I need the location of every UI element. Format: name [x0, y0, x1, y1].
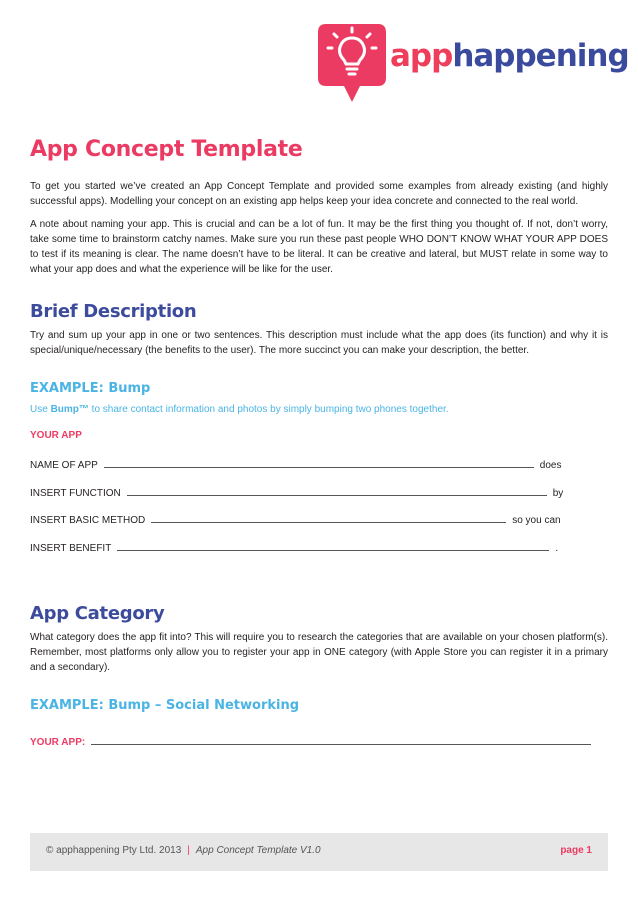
field-category-your-app[interactable] — [30, 735, 597, 748]
page-footer — [30, 833, 608, 871]
footer-left — [46, 845, 321, 856]
lightbulb-icon — [318, 24, 386, 104]
page-title: App Concept Template — [30, 137, 303, 162]
brief-example-heading: EXAMPLE: Bump — [30, 381, 151, 396]
footer-separator: | — [187, 845, 190, 856]
benefit-input[interactable] — [117, 541, 549, 551]
example-bold: Bump™ — [50, 404, 89, 415]
section-heading-category: App Category — [30, 603, 165, 624]
category-your-app-label: YOUR APP: — [30, 737, 86, 748]
example-post: to share contact information and photos by simply bumping two phones together. — [88, 404, 449, 415]
brief-example-text — [30, 404, 449, 415]
field-insert-benefit[interactable] — [30, 541, 558, 554]
footer-copyright: © apphappening Pty Ltd. 2013 — [46, 845, 182, 856]
category-example-heading: EXAMPLE: Bump – Social Networking — [30, 698, 300, 713]
field-label: NAME OF APP — [30, 460, 98, 471]
field-suffix: by — [552, 488, 564, 499]
brand-name-app: app — [390, 38, 453, 74]
footer-page-number: page 1 — [560, 845, 592, 856]
your-app-label: YOUR APP — [30, 430, 82, 441]
field-suffix: . — [555, 543, 559, 554]
field-insert-function[interactable] — [30, 486, 563, 499]
field-label: INSERT FUNCTION — [30, 488, 121, 499]
name-of-app-input[interactable] — [104, 458, 534, 468]
field-suffix: does — [539, 460, 562, 471]
category-input[interactable] — [91, 735, 591, 745]
basic-method-input[interactable] — [151, 513, 506, 523]
intro-paragraph-2: A note about naming your app. This is crucial and can be a lot of fun. It may be the first thing you thought of. If not, don’t worry, take some time to brainstorm catchy names. Make sure you run these past people WHO DON’T KNOW WHAT YOUR APP DOES to test if its meaning is clear. The name doesn’t have to be literal. It can be creative and lateral, but MUST relate in some way to what your app does and what the experience will be like for the user. — [30, 219, 608, 275]
field-label: INSERT BENEFIT — [30, 543, 112, 554]
field-suffix: so you can — [512, 515, 561, 526]
brand-name-happening: happening — [452, 38, 629, 74]
section-heading-brief: Brief Description — [30, 301, 197, 322]
intro-paragraph-1: To get you started we’ve created an App Concept Template and provided some examples from already existing (and highly successful apps). Modelling your concept on an existing app helps keep your idea concrete and connected to the real world. — [30, 181, 608, 207]
brand-wordmark — [390, 38, 629, 74]
field-name-of-app[interactable] — [30, 458, 561, 471]
function-input[interactable] — [127, 486, 547, 496]
category-description-text: What category does the app fit into? This will require you to research the categories that are available on your chosen platform(s). Remember, most platforms only allow you to register your app in ONE category (with Apple Store you can register it in a primary and a secondary). — [30, 632, 608, 673]
field-label: INSERT BASIC METHOD — [30, 515, 146, 526]
field-insert-basic-method[interactable] — [30, 513, 561, 526]
footer-doc-title: App Concept Template V1.0 — [195, 845, 321, 856]
example-pre: Use — [30, 404, 51, 415]
brief-description-text: Try and sum up your app in one or two sentences. This description must include what the app does (its function) and why it is special/unique/necessary (the benefits to the user). The more succinct you can make your description, the better. — [30, 330, 608, 356]
